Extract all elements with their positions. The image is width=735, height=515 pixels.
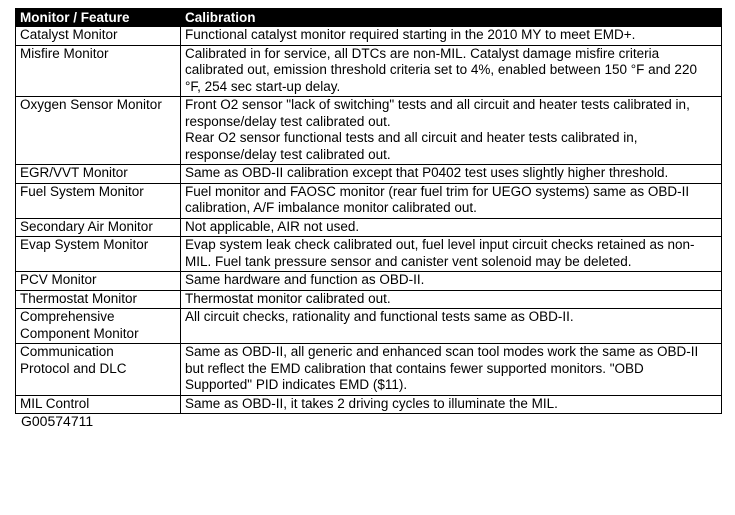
- feature-cell: [16, 290, 181, 309]
- table-row: [16, 45, 722, 97]
- header-monitor-feature: Monitor / Feature: [16, 9, 181, 27]
- feature-cell: [16, 272, 181, 291]
- feature-text-line: Comprehensive: [20, 309, 115, 324]
- table-body: [16, 27, 722, 414]
- calibration-text-line: Evap system leak check calibrated out, fuel level input circuit checks retained as non-: [185, 237, 695, 252]
- feature-text-line: Secondary Air Monitor: [20, 218, 153, 234]
- calibration-cell: [181, 237, 722, 272]
- feature-cell: [16, 27, 181, 46]
- calibration-text-line: Fuel monitor and FAOSC monitor (rear fuel trim for UEGO systems) same as OBD-II: [185, 183, 690, 199]
- table-row: [16, 165, 722, 184]
- calibration-cell: [181, 27, 722, 46]
- feature-cell: [16, 165, 181, 184]
- feature-cell: [16, 237, 181, 272]
- table-header-row: [16, 9, 722, 27]
- calibration-text-line: calibration, A/F imbalance monitor calibrated out.: [185, 200, 477, 215]
- calibration-cell: [181, 309, 722, 344]
- feature-cell: [16, 309, 181, 344]
- feature-text-line: EGR/VVT Monitor: [20, 165, 128, 180]
- feature-text-line: Misfire Monitor: [20, 45, 109, 61]
- figure-id: G00574711: [21, 413, 94, 429]
- table-row: [16, 395, 722, 414]
- calibration-text-line: Thermostat monitor calibrated out.: [185, 290, 391, 306]
- calibration-text-line: Same as OBD-II, all generic and enhanced scan tool modes work the same as OBD-II: [185, 344, 699, 359]
- feature-cell: [16, 218, 181, 237]
- feature-text-line: Communication: [20, 344, 114, 359]
- feature-text-line: Fuel System Monitor: [20, 183, 144, 199]
- calibration-cell: [181, 165, 722, 184]
- feature-cell: [16, 45, 181, 97]
- feature-text-line: MIL Control: [20, 395, 90, 411]
- calibration-text-line: Calibrated in for service, all DTCs are non-MIL. Catalyst damage misfire criteria: [185, 45, 660, 61]
- feature-cell: [16, 97, 181, 165]
- feature-text-line: Catalyst Monitor: [20, 27, 118, 42]
- calibration-cell: [181, 272, 722, 291]
- table-row: [16, 27, 722, 46]
- calibration-text-line: but reflect the EMD calibration that contains fewer supported monitors. "OBD: [185, 360, 644, 376]
- calibration-text-line: Supported" PID indicates EMD ($11).: [185, 377, 408, 392]
- calibration-cell: [181, 218, 722, 237]
- calibration-cell: [181, 97, 722, 165]
- feature-text-line: Thermostat Monitor: [20, 290, 138, 306]
- table-row: [16, 218, 722, 237]
- feature-text-line: Protocol and DLC: [20, 360, 127, 376]
- calibration-text-line: °F, 254 sec start-up delay.: [185, 78, 341, 94]
- calibration-text-line: Same as OBD-II, it takes 2 driving cycles to illuminate the MIL.: [185, 395, 558, 411]
- feature-cell: [16, 395, 181, 414]
- calibration-text-line: calibrated out, emission threshold criteria set to 4%, enabled between 150 °F and 220: [185, 62, 697, 77]
- calibration-cell: [181, 344, 722, 396]
- feature-text-line: PCV Monitor: [20, 272, 97, 287]
- calibration-table: [15, 8, 722, 414]
- feature-text-line: Oxygen Sensor Monitor: [20, 97, 162, 112]
- table-row: [16, 290, 722, 309]
- table-row: [16, 237, 722, 272]
- calibration-text-line: response/delay test calibrated out.: [185, 113, 391, 129]
- calibration-text-line: Functional catalyst monitor required starting in the 2010 MY to meet EMD+.: [185, 27, 636, 42]
- calibration-text-line: Rear O2 sensor functional tests and all circuit and heater tests calibrated in,: [185, 130, 638, 145]
- table-row: [16, 309, 722, 344]
- table-row: [16, 183, 722, 218]
- table-row: [16, 272, 722, 291]
- calibration-text-line: All circuit checks, rationality and functional tests same as OBD-II.: [185, 309, 574, 324]
- table-row: [16, 344, 722, 396]
- calibration-cell: [181, 290, 722, 309]
- feature-text-line: Evap System Monitor: [20, 237, 149, 252]
- feature-text-line: Component Monitor: [20, 325, 139, 341]
- calibration-text-line: Same hardware and function as OBD-II.: [185, 272, 425, 287]
- calibration-text-line: Not applicable, AIR not used.: [185, 218, 360, 234]
- feature-cell: [16, 344, 181, 396]
- calibration-cell: [181, 183, 722, 218]
- calibration-text-line: response/delay test calibrated out.: [185, 146, 391, 162]
- calibration-text-line: Front O2 sensor "lack of switching" tests and all circuit and heater tests calibrated in,: [185, 97, 690, 112]
- header-calibration: Calibration: [181, 9, 722, 27]
- calibration-text-line: MIL. Fuel tank pressure sensor and canister vent solenoid may be deleted.: [185, 253, 632, 269]
- table-row: [16, 97, 722, 165]
- calibration-cell: [181, 45, 722, 97]
- feature-cell: [16, 183, 181, 218]
- calibration-table-container: [15, 8, 721, 414]
- calibration-cell: [181, 395, 722, 414]
- calibration-text-line: Same as OBD-II calibration except that P0402 test uses slightly higher threshold.: [185, 165, 669, 180]
